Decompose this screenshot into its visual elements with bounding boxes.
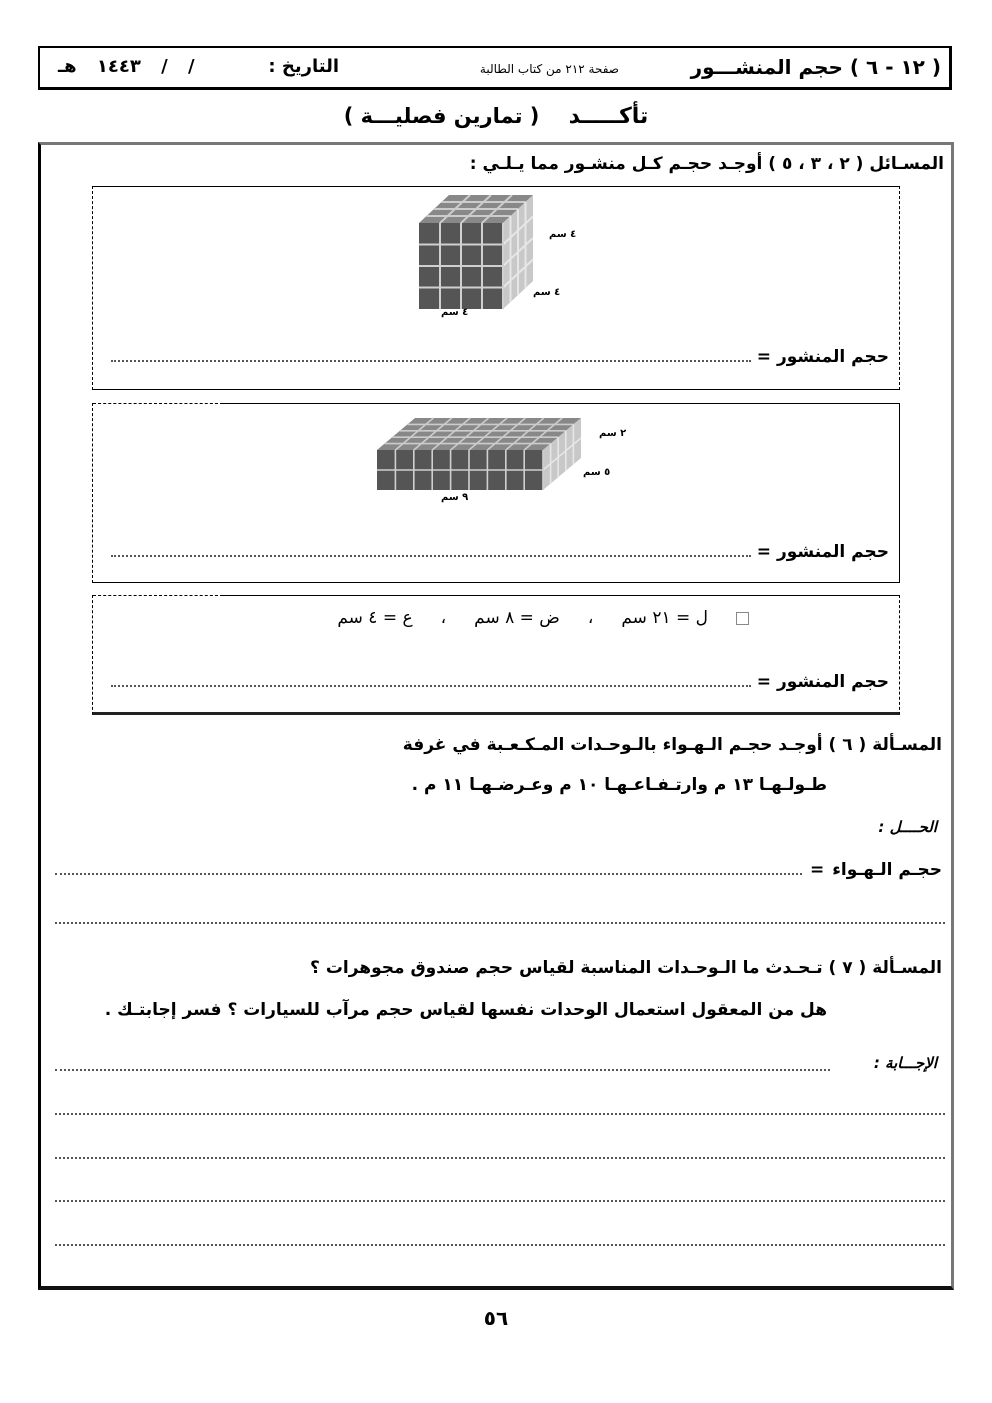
- given-dimensions: [309, 608, 749, 628]
- section-title-word: تأكـــــد: [568, 104, 649, 129]
- problems-heading: المسـائل ( ٢ ، ٣ ، ٥ ) أوجـد حجـم كـل منشـور مما يـلـي :: [469, 154, 944, 174]
- equals-sign: =: [756, 347, 771, 367]
- page-number: ٥٦: [483, 1306, 509, 1330]
- textbook-page-reference: صفحة ٢١٢ من كتاب الطالبة: [479, 62, 619, 76]
- length-value: ل = ٢١ سم: [621, 608, 708, 628]
- prism-2-width-label: ٩ سم: [441, 492, 469, 503]
- problem-5-box: [92, 595, 900, 715]
- equals-sign: =: [756, 672, 771, 692]
- worksheet-header: [38, 46, 952, 90]
- air-volume-answer-blank[interactable]: [55, 873, 802, 875]
- separator: ،: [440, 608, 447, 628]
- checkbox-icon[interactable]: [736, 612, 749, 625]
- problem-2-box: [92, 186, 900, 390]
- date-field[interactable]: / / ١٤٤٣ هـ: [58, 56, 195, 77]
- air-volume-answer-row: [55, 860, 942, 880]
- answer-label: الإجـــابة :: [873, 1054, 937, 1072]
- equals-sign: =: [809, 860, 825, 880]
- section-title: [0, 104, 992, 129]
- prism-3-answer-row: [111, 668, 889, 692]
- height-value: ع = ٤ سم: [337, 608, 413, 628]
- volume-label: حجم المنشور: [776, 672, 889, 692]
- date-label: التاريخ :: [268, 56, 339, 77]
- answer-line-2[interactable]: [55, 1113, 945, 1115]
- equals-sign: =: [756, 542, 771, 562]
- cube-prism-figure: [415, 195, 535, 313]
- problem-3-box: [92, 403, 900, 583]
- answer-line-1[interactable]: [55, 1069, 830, 1071]
- prism-1-height-label: ٤ سم: [549, 229, 577, 240]
- answer-line-4[interactable]: [55, 1200, 945, 1202]
- volume-label: حجم المنشور: [776, 542, 889, 562]
- answer-line-3[interactable]: [55, 1157, 945, 1159]
- prism-2-answer-blank[interactable]: [111, 555, 751, 557]
- prism-1-answer-row: [111, 343, 889, 367]
- separator: ،: [587, 608, 594, 628]
- prism-1-depth-label: ٤ سم: [533, 287, 561, 298]
- box-top-dashed-edge: [93, 403, 223, 404]
- prism-1-width-label: ٤ سم: [441, 307, 469, 318]
- problem-6-question: المسـألة ( ٦ ) أوجـد حجـم الـهـواء بالـوحـدات المـكـعـبة في غرفة: [402, 735, 942, 755]
- air-volume-label: حجـم الـهـواء: [832, 860, 942, 880]
- lesson-title: ( ١٢ - ٦ ) حجم المنشـــور: [690, 55, 941, 79]
- answer-line-5[interactable]: [55, 1244, 945, 1246]
- solution-work-line[interactable]: [55, 922, 945, 924]
- problem-7-followup: هل من المعقول استعمال الوحدات نفسها لقياس حجم مرآب للسيارات ؟ فسر إجابتـك .: [104, 1000, 827, 1020]
- solution-label: الحــــل :: [878, 818, 937, 836]
- rectangular-prism-figure: [375, 412, 585, 492]
- prism-2-depth-label: ٢ سم: [599, 428, 627, 439]
- box-top-dashed-edge: [93, 595, 223, 596]
- prism-3-answer-blank[interactable]: [111, 685, 751, 687]
- problem-7-question: المسـألة ( ٧ ) تـحـدث ما الـوحـدات المناسبة لقياس حجم صندوق مجوهرات ؟: [310, 958, 942, 978]
- prism-2-height-label: ٥ سم: [583, 467, 611, 478]
- width-value: ض = ٨ سم: [474, 608, 560, 628]
- volume-label: حجم المنشور: [776, 347, 889, 367]
- prism-2-answer-row: [111, 538, 889, 562]
- section-subtitle: ( تمارين فصليـــة ): [343, 104, 540, 128]
- problem-6-dimensions: طـولـهـا ١٣ م وارتـفـاعـهـا ١٠ م وعـرضـهـا ١١ م .: [411, 775, 827, 795]
- prism-1-answer-blank[interactable]: [111, 360, 751, 362]
